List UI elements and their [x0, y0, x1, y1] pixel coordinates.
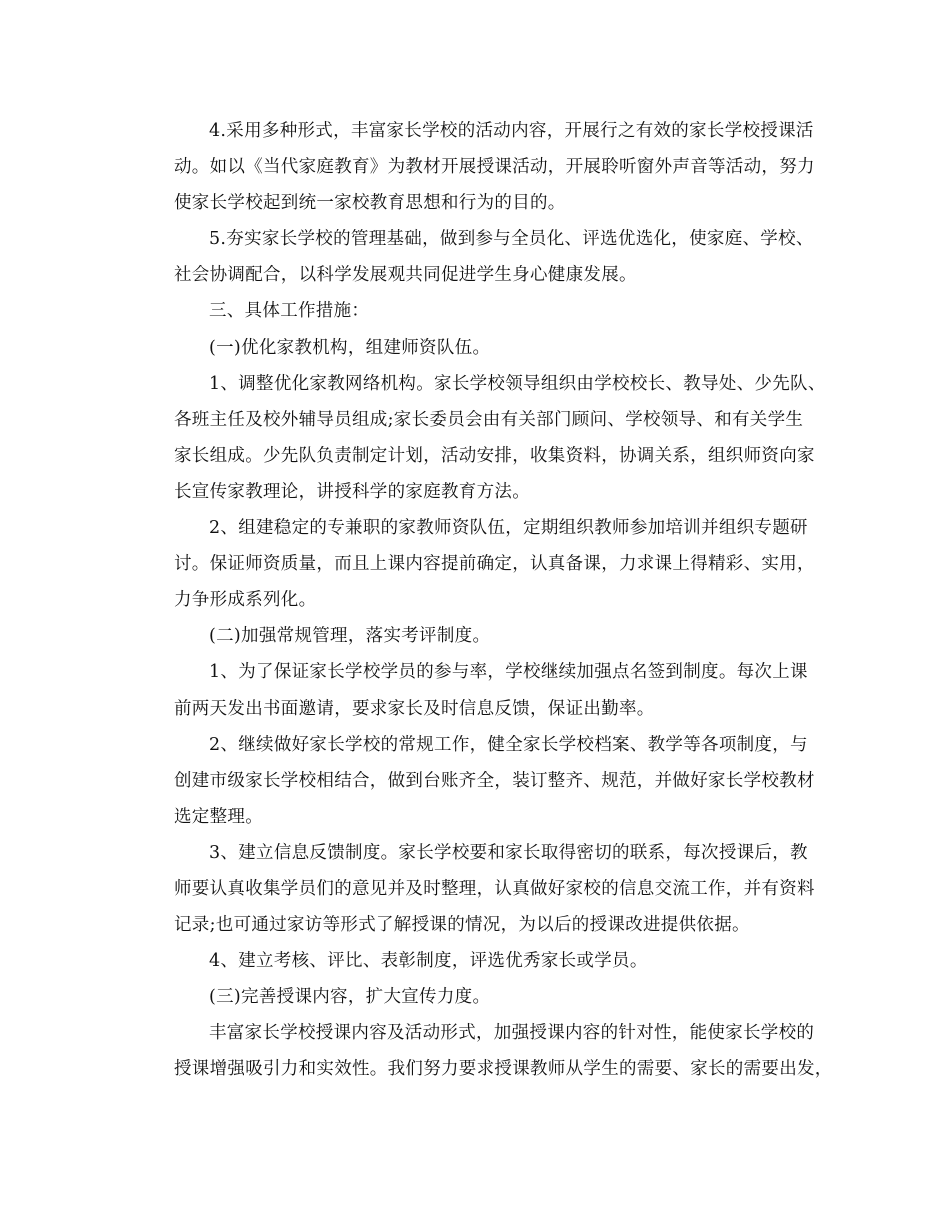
- text-line: 4.采用多种形式，丰富家长学校的活动内容，开展行之有效的家长学校授课活: [209, 121, 814, 141]
- text-line: 讨。保证师资质量，而且上课内容提前确定，认真备课，力求课上得精彩、实用，: [174, 554, 815, 575]
- subheading: (一)优化家教机构，组建师资队伍。: [209, 337, 491, 358]
- section-heading-measures: [139, 293, 819, 329]
- text-line: 选定整理。: [174, 806, 263, 827]
- paragraph-4-activities: [139, 113, 819, 221]
- text-line: 前两天发出书面邀请，要求家长及时信息反馈，保证出勤率。: [174, 698, 655, 719]
- paragraph-2-teachers: [139, 510, 819, 618]
- paragraph-1-network: [139, 366, 826, 510]
- subheading: (三)完善授课内容，扩大宣传力度。: [209, 987, 491, 1008]
- text-line: 记录;也可通过家访等形式了解授课的情况，为以后的授课改进提供依据。: [174, 915, 750, 936]
- text-line: 长宣传家教理论，讲授科学的家庭教育方法。: [174, 481, 530, 502]
- text-line: 使家长学校起到统一家校教育思想和行为的目的。: [174, 193, 566, 214]
- text-line: 4、建立考核、评比、表彰制度，评选优秀家长或学员。: [209, 951, 648, 972]
- subheading-1: [139, 330, 819, 366]
- paragraph-1-attendance: [139, 654, 819, 726]
- text-line: 丰富家长学校授课内容及活动形式，加强授课内容的针对性，能使家长学校的: [209, 1023, 815, 1044]
- text-line: 3、建立信息反馈制度。家长学校要和家长取得密切的联系，每次授课后，教: [209, 842, 808, 863]
- paragraph-4-awards: [139, 943, 819, 979]
- paragraph-2-routine: [139, 727, 819, 835]
- subheading-2: [139, 618, 819, 654]
- text-line: 5.夯实家长学校的管理基础，做到参与全员化、评选优选化，使家庭、学校、: [209, 229, 814, 250]
- paragraph-3-feedback: [139, 835, 819, 943]
- text-line: 家长组成。少先队负责制定计划，活动安排，收集资料，协调关系，组织师资向家: [174, 445, 815, 466]
- paragraph-content-enrich: [139, 1015, 833, 1087]
- text-line: 各班主任及校外辅导员组成;家长委员会由有关部门顾问、学校领导、和有关学生: [174, 409, 804, 430]
- text-line: 社会协调配合，以科学发展观共同促进学生身心健康发展。: [174, 265, 637, 286]
- text-line: 2、继续做好家长学校的常规工作，健全家长学校档案、教学等各项制度，与: [209, 734, 808, 755]
- text-line: 2、组建稳定的专兼职的家教师资队伍，定期组织教师参加培训并组织专题研: [209, 518, 808, 539]
- text-line: 1、为了保证家长学校学员的参与率，学校继续加强点名签到制度。每次上课: [209, 662, 808, 683]
- section-heading: 三、具体工作措施：: [209, 301, 370, 322]
- paragraph-5-management: [139, 221, 819, 293]
- text-line: 动。如以《当代家庭教育》为教材开展授课活动，开展聆听窗外声音等活动，努力: [174, 157, 815, 178]
- text-line: 创建市级家长学校相结合，做到台账齐全，装订整齐、规范，并做好家长学校教材: [174, 770, 815, 791]
- document-body: [139, 113, 833, 1088]
- text-line: 力争形成系列化。: [174, 590, 317, 611]
- text-line: 1、调整优化家教网络机构。家长学校领导组织由学校校长、教导处、少先队、: [209, 373, 826, 394]
- text-line: 师要认真收集学员们的意见并及时整理，认真做好家校的信息交流工作，并有资料: [174, 878, 815, 899]
- subheading: (二)加强常规管理，落实考评制度。: [209, 626, 491, 647]
- text-line: 授课增强吸引力和实效性。我们努力要求授课教师从学生的需要、家长的需要出发，: [174, 1059, 833, 1080]
- subheading-3: [139, 979, 819, 1015]
